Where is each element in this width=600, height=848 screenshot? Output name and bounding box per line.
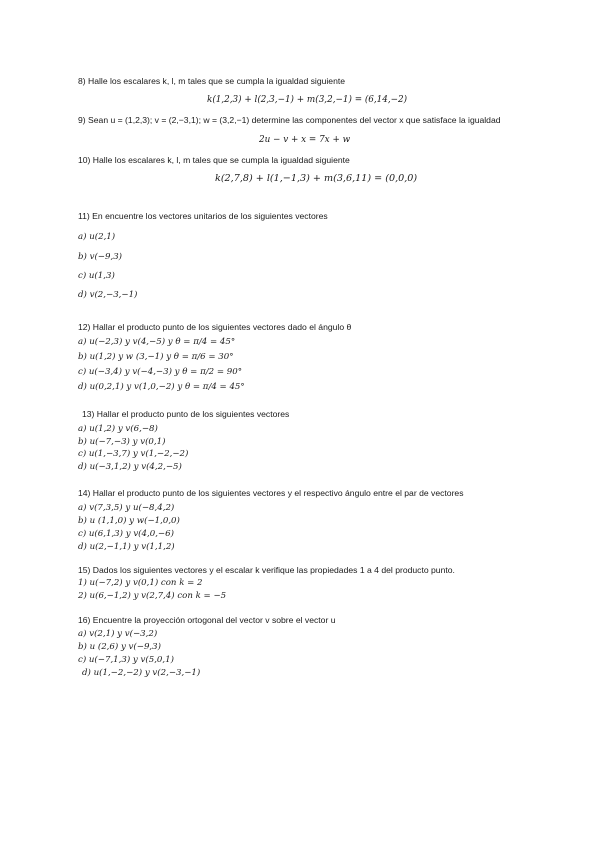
q13-item-b: b) u(−7,−3) y v(0,1) xyxy=(78,437,166,447)
q16-item-c: c) u(−7,1,3) y v(5,0,1) xyxy=(78,655,174,665)
q12-item-a: a) u(−2,3) y v(4,−5) y θ = π/4 = 45° xyxy=(78,337,236,347)
q12-title: 12) Hallar el producto punto de los siguientes vectores dado el ángulo θ xyxy=(78,322,352,332)
q10-equation: k(2,7,8) + l(1,−1,3) + m(3,6,11) = (0,0,0) xyxy=(215,173,418,184)
q9-equation: 2u − v + x = 7x + w xyxy=(259,135,351,145)
q16-item-d: d) u(1,−2,−2) y v(2,−3,−1) xyxy=(82,668,201,678)
q15-item-2: 2) u(6,−1,2) y v(2,7,4) con k = −5 xyxy=(78,591,227,601)
q13-item-c: c) u(1,−3,7) y v(1,−2,−2) xyxy=(78,449,189,459)
q14-title: 14) Hallar el producto punto de los siguientes vectores y el respectivo ángulo entre el par de vectores xyxy=(78,488,464,498)
q13-title: 13) Hallar el producto punto de los siguientes vectores xyxy=(82,409,290,419)
q13-item-a: a) u(1,2) y v(6,−8) xyxy=(78,424,158,434)
q13-item-d: d) u(−3,1,2) y v(4,2,−5) xyxy=(78,462,182,472)
q11-item-b: b) v(−9,3) xyxy=(78,252,123,262)
q14-item-c: c) u(6,1,3) y v(4,0,−6) xyxy=(78,529,174,539)
q11-title: 11) En encuentre los vectores unitarios de los siguientes vectores xyxy=(78,211,328,221)
q14-item-d: d) u(2,−1,1) y v(1,1,2) xyxy=(78,542,175,552)
q10-title: 10) Halle los escalares k, l, m tales que se cumpla la igualdad siguiente xyxy=(78,155,350,165)
q15-title: 15) Dados los siguientes vectores y el escalar k verifique las propiedades 1 a 4 del producto punto. xyxy=(78,565,455,575)
q16-title: 16) Encuentre la proyección ortogonal del vector v sobre el vector u xyxy=(78,615,336,625)
q11-item-d: d) v(2,−3,−1) xyxy=(78,290,138,300)
q11-item-a: a) u(2,1) xyxy=(78,232,116,242)
q12-item-c: c) u(−3,4) y v(−4,−3) y θ = π/2 = 90° xyxy=(78,367,243,377)
q11-item-c: c) u(1,3) xyxy=(78,271,115,281)
q8-equation: k(1,2,3) + l(2,3,−1) + m(3,2,−1) = (6,14,−2) xyxy=(207,95,408,105)
q8-title: 8) Halle los escalares k, l, m tales que se cumpla la igualdad siguiente xyxy=(78,76,346,86)
q9-title: 9) Sean u = (1,2,3); v = (2,−3,1); w = (3,2,−1) determine las componentes del vector x que satisface la igualdad xyxy=(78,115,501,125)
q12-item-d: d) u(0,2,1) y v(1,0,−2) y θ = π/4 = 45° xyxy=(78,382,245,392)
q16-item-a: a) v(2,1) y v(−3,2) xyxy=(78,629,158,639)
q14-item-b: b) u (1,1,0) y w(−1,0,0) xyxy=(78,516,180,526)
q16-item-b: b) u (2,6) y v(−9,3) xyxy=(78,642,161,652)
q14-item-a: a) v(7,3,5) y u(−8,4,2) xyxy=(78,503,175,513)
q15-item-1: 1) u(−7,2) y v(0,1) con k = 2 xyxy=(78,578,203,588)
q12-item-b: b) u(1,2) y w (3,−1) y θ = π/6 = 30° xyxy=(78,352,234,362)
